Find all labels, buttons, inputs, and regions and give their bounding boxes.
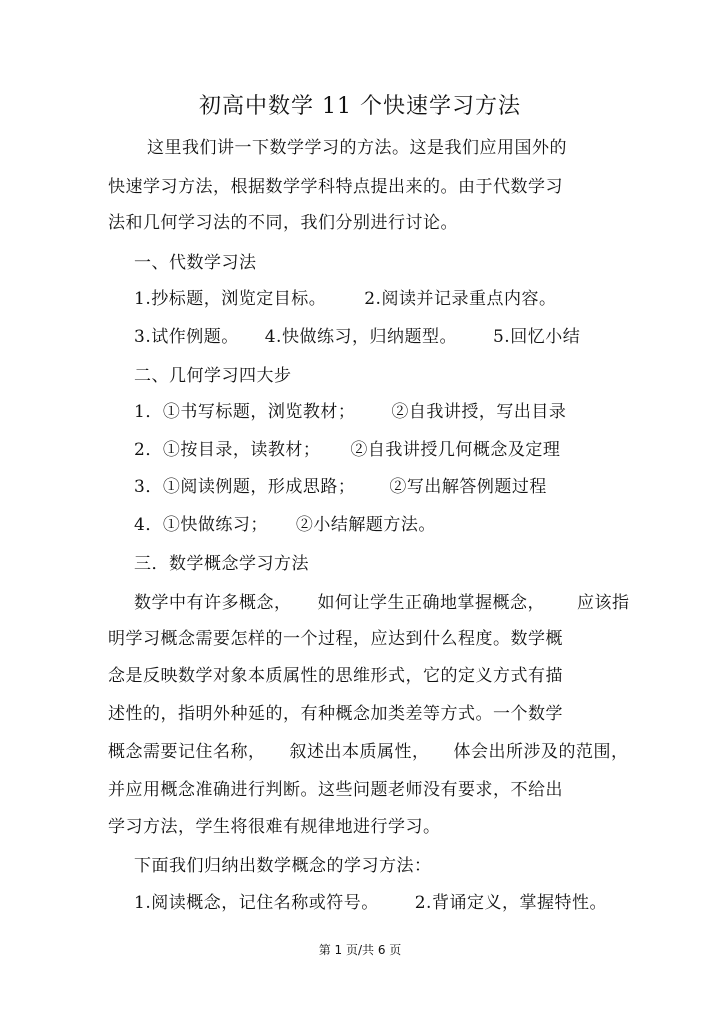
concept-methods-row (134, 892, 607, 914)
concept-para-line-5-b: 叙述出本质属性， (289, 742, 430, 762)
concept-para-line-1-c: 应该指 (577, 593, 630, 613)
algebra-step-4: 4.快做练习，归纳题型。 (264, 327, 457, 347)
concept-method-2: 2.背诵定义，掌握特性。 (414, 893, 607, 913)
geometry-step-1-a: 1．①书写标题，浏览教材； (134, 402, 356, 422)
section-3-heading: 三．数学概念学习方法 (134, 554, 309, 574)
concept-para-line-2: 明学习概念需要怎样的一个过程，应达到什么程度。数学概 (108, 629, 563, 649)
algebra-row-2 (134, 326, 580, 348)
algebra-step-5: 5.回忆小结 (492, 327, 581, 347)
geometry-step-2 (134, 439, 560, 461)
concept-para-line-5 (108, 741, 629, 763)
page-number: 第 1 页/共 6 页 (318, 943, 402, 957)
geometry-step-2-a: 2．①按目录，读教材； (134, 440, 321, 460)
concept-para-line-3: 念是反映数学对象本质属性的思维形式，它的定义方式有描 (108, 666, 563, 686)
intro-line-2: 快速学习方法，根据数学学科特点提出来的。由于代数学习 (108, 177, 563, 197)
geometry-step-3-a: 3．①阅读例题，形成思路； (134, 477, 356, 497)
section-2-heading: 二、几何学习四大步 (134, 366, 292, 386)
concept-summary: 下面我们归纳出数学概念的学习方法： (134, 856, 432, 876)
concept-para-line-4: 述性的，指明外种延的，有种概念加类差等方式。一个数学 (108, 704, 563, 724)
geometry-step-1-b: ②自我讲授，写出目录 (391, 402, 567, 422)
geometry-step-4 (134, 514, 436, 536)
geometry-step-4-b: ②小结解题方法。 (295, 515, 436, 535)
concept-para-line-7: 学习方法，学生将很难有规律地进行学习。 (108, 817, 441, 837)
concept-para-line-1 (134, 592, 630, 614)
document-title: 初高中数学 11 个快速学习方法 (199, 94, 521, 119)
concept-para-line-6: 并应用概念准确进行判断。这些问题老师没有要求，不给出 (108, 780, 563, 800)
intro-line-3: 法和几何学习法的不同，我们分别进行讨论。 (108, 213, 458, 233)
concept-method-1: 1.阅读概念，记住名称或符号。 (134, 893, 379, 913)
algebra-step-3: 3.试作例题。 (134, 327, 239, 347)
algebra-step-2: 2.阅读并记录重点内容。 (364, 289, 557, 309)
concept-para-line-1-a: 数学中有许多概念， (134, 593, 292, 613)
concept-para-line-5-c: 体会出所涉及的范围， (453, 742, 629, 762)
concept-para-line-1-b: 如何让学生正确地掌握概念， (317, 593, 545, 613)
intro-line-1: 这里我们讲一下数学学习的方法。这是我们应用国外的 (147, 138, 567, 158)
geometry-step-3 (134, 476, 547, 498)
geometry-step-4-a: 4．①快做练习； (134, 515, 268, 535)
geometry-step-2-b: ②自我讲授几何概念及定理 (350, 440, 561, 460)
section-1-heading: 一、代数学习法 (134, 253, 257, 273)
geometry-step-3-b: ②写出解答例题过程 (389, 477, 547, 497)
algebra-row-1 (134, 288, 556, 310)
concept-para-line-5-a: 概念需要记住名称， (108, 742, 266, 762)
geometry-step-1 (134, 401, 566, 423)
algebra-step-1: 1.抄标题，浏览定目标。 (134, 289, 327, 309)
